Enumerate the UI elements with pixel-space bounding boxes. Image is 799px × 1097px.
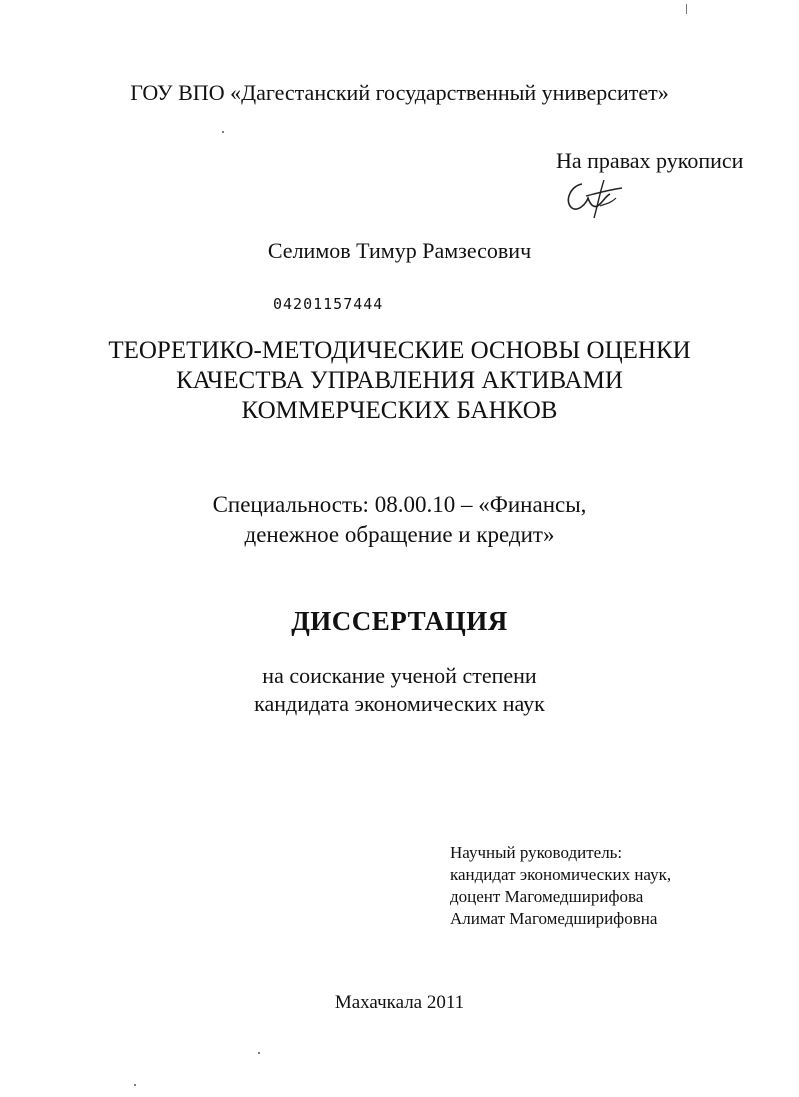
degree-statement <box>0 662 799 718</box>
city-year: Махачкала 2011 <box>334 992 465 1013</box>
university-name: ГОУ ВПО «Дагестанский государственный университет» <box>130 80 669 105</box>
degree-line: на соискание ученой степени <box>262 663 537 688</box>
title-line: КОММЕРЧЕСКИХ БАНКОВ <box>241 397 558 424</box>
author-name: Селимов Тимур Рамзесович <box>267 238 532 263</box>
specialty-line: денежное обращение и кредит» <box>244 522 555 547</box>
scan-mark <box>686 4 687 14</box>
signature-icon <box>560 174 630 224</box>
supervisor-line: доцент Магомедширифова <box>450 887 644 906</box>
supervisor-line: Алимат Магомедширифовна <box>450 909 658 928</box>
specialty-line: Специальность: 08.00.10 – «Финансы, <box>212 492 587 517</box>
supervisor-line: кандидат экономических наук, <box>450 865 672 884</box>
scan-speck <box>258 1052 260 1054</box>
specialty <box>0 490 799 550</box>
supervisor-block <box>450 842 671 930</box>
registration-code: 04201157444 <box>273 295 384 313</box>
scan-speck <box>222 131 224 133</box>
supervisor-line: Научный руководитель: <box>450 843 623 862</box>
rights-note: На правах рукописи <box>556 148 744 173</box>
degree-line: кандидата экономических наук <box>254 691 545 716</box>
scan-speck <box>134 1084 136 1086</box>
title-line: КАЧЕСТВА УПРАВЛЕНИЯ АКТИВАМИ <box>176 367 623 394</box>
document-type: ДИССЕРТАЦИЯ <box>291 606 508 636</box>
dissertation-title <box>0 336 799 426</box>
title-line: ТЕОРЕТИКО-МЕТОДИЧЕСКИЕ ОСНОВЫ ОЦЕНКИ <box>108 337 691 364</box>
